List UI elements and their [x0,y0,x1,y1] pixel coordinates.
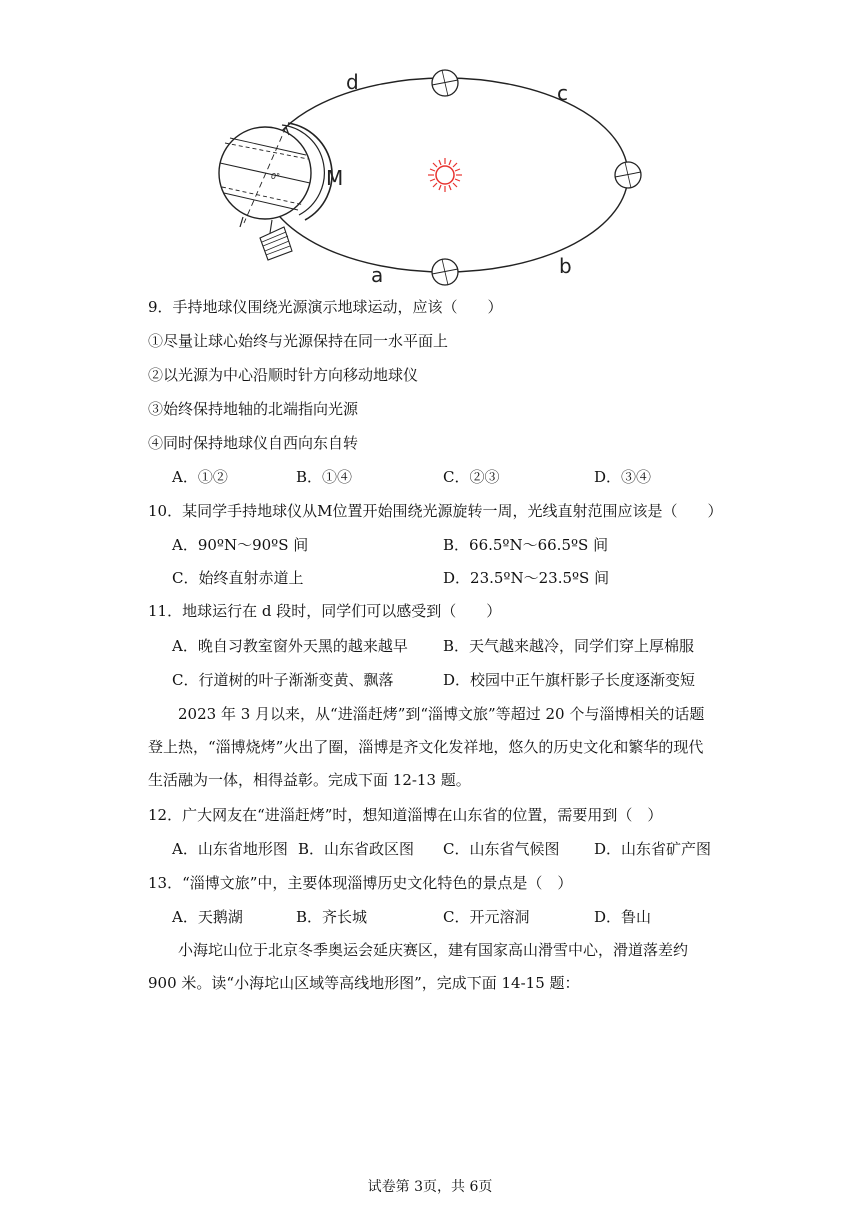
label-b: b [559,254,572,278]
q13-option-a[interactable]: A．天鹅湖 [172,908,243,926]
q10-option-c[interactable]: C．始终直射赤道上 [172,569,304,587]
q9-option-a[interactable]: A．①② [172,468,228,486]
q13-stem: 13．“淄博文旅”中，主要体现淄博历史文化特色的景点是（ ） [148,874,573,892]
orbit-ellipse [262,78,628,272]
q9-item-1: ①尽量让球心始终与光源保持在同一水平面上 [148,332,449,350]
q12-option-b[interactable]: B．山东省政区图 [298,840,415,858]
globe-bottom-icon [432,259,458,285]
q10-option-b[interactable]: B．66.5ºN～66.5ºS 间 [443,536,609,554]
q11-option-b[interactable]: B．天气越来越冷，同学们穿上厚棉服 [443,637,695,655]
q9-stem: 9．手持地球仪围绕光源演示地球运动，应该（ ） [148,298,503,316]
q11-option-a[interactable]: A．晚自习教室窗外天黑的越来越早 [172,637,408,655]
q12-option-c[interactable]: C．山东省气候图 [443,840,560,858]
label-m: M [326,166,344,190]
q9-option-d[interactable]: D．③④ [594,468,652,486]
passage-xiaohaituo: 小海坨山位于北京冬季奥运会延庆赛区，建有国家高山滑雪中心，滑道落差约 900 米。读“小海坨山区域等高线地形图”，完成下面 14-15 题： [148,941,689,992]
label-a: a [371,263,384,287]
q10-option-d[interactable]: D．23.5ºN～23.5ºS 间 [443,569,610,587]
label-equator: 0° [271,172,281,181]
label-c: c [557,81,568,105]
globe-right-icon [615,162,641,188]
q11-option-c[interactable]: C．行道树的叶子渐渐变黄、飘落 [172,671,394,689]
q11-stem: 11．地球运行在 d 段时，同学们可以感受到（ ） [148,602,502,620]
label-d: d [346,70,359,94]
q9-option-b[interactable]: B．①④ [296,468,353,486]
globe-top-icon [432,70,458,96]
q9-item-4: ④同时保持地球仪自西向东自转 [148,434,359,452]
passage-zibo: 2023 年 3 月以来，从“进淄赶烤”到“淄博文旅”等超过 20 个与淄博相关的话题登上热，“淄博烧烤”火出了圈，淄博是齐文化发祥地，悠久的历史文化和繁华的现代生活融为一体，相得益彰。完成下面 12-13 题。 [148,705,705,789]
page-footer: 试卷第 3页，共 6页 [367,1179,493,1195]
sun-icon [428,158,462,192]
globe-m-icon [219,123,332,260]
q13-option-b[interactable]: B．齐长城 [296,908,368,926]
q10-option-a[interactable]: A．90ºN～90ºS 间 [172,536,309,554]
orbit-figure [200,55,670,290]
q12-stem: 12．广大网友在“进淄赶烤”时，想知道淄博在山东省的位置，需要用到（ ） [148,806,663,824]
q9-item-2: ②以光源为中心沿顺时针方向移动地球仪 [148,366,419,384]
q12-option-a[interactable]: A．山东省地形图 [172,840,288,858]
q11-option-d[interactable]: D．校园中正午旗杆影子长度逐渐变短 [443,671,696,689]
orbit-diagram [200,55,670,290]
q12-option-d[interactable]: D．山东省矿产图 [594,840,712,858]
q13-option-d[interactable]: D．鲁山 [594,908,652,926]
q9-option-c[interactable]: C．②③ [443,468,500,486]
q9-item-3: ③始终保持地轴的北端指向光源 [148,400,359,418]
q13-option-c[interactable]: C．开元溶洞 [443,908,530,926]
q10-stem: 10．某同学手持地球仪从M位置开始围绕光源旋转一周，光线直射范围应该是（ ） [148,502,723,520]
